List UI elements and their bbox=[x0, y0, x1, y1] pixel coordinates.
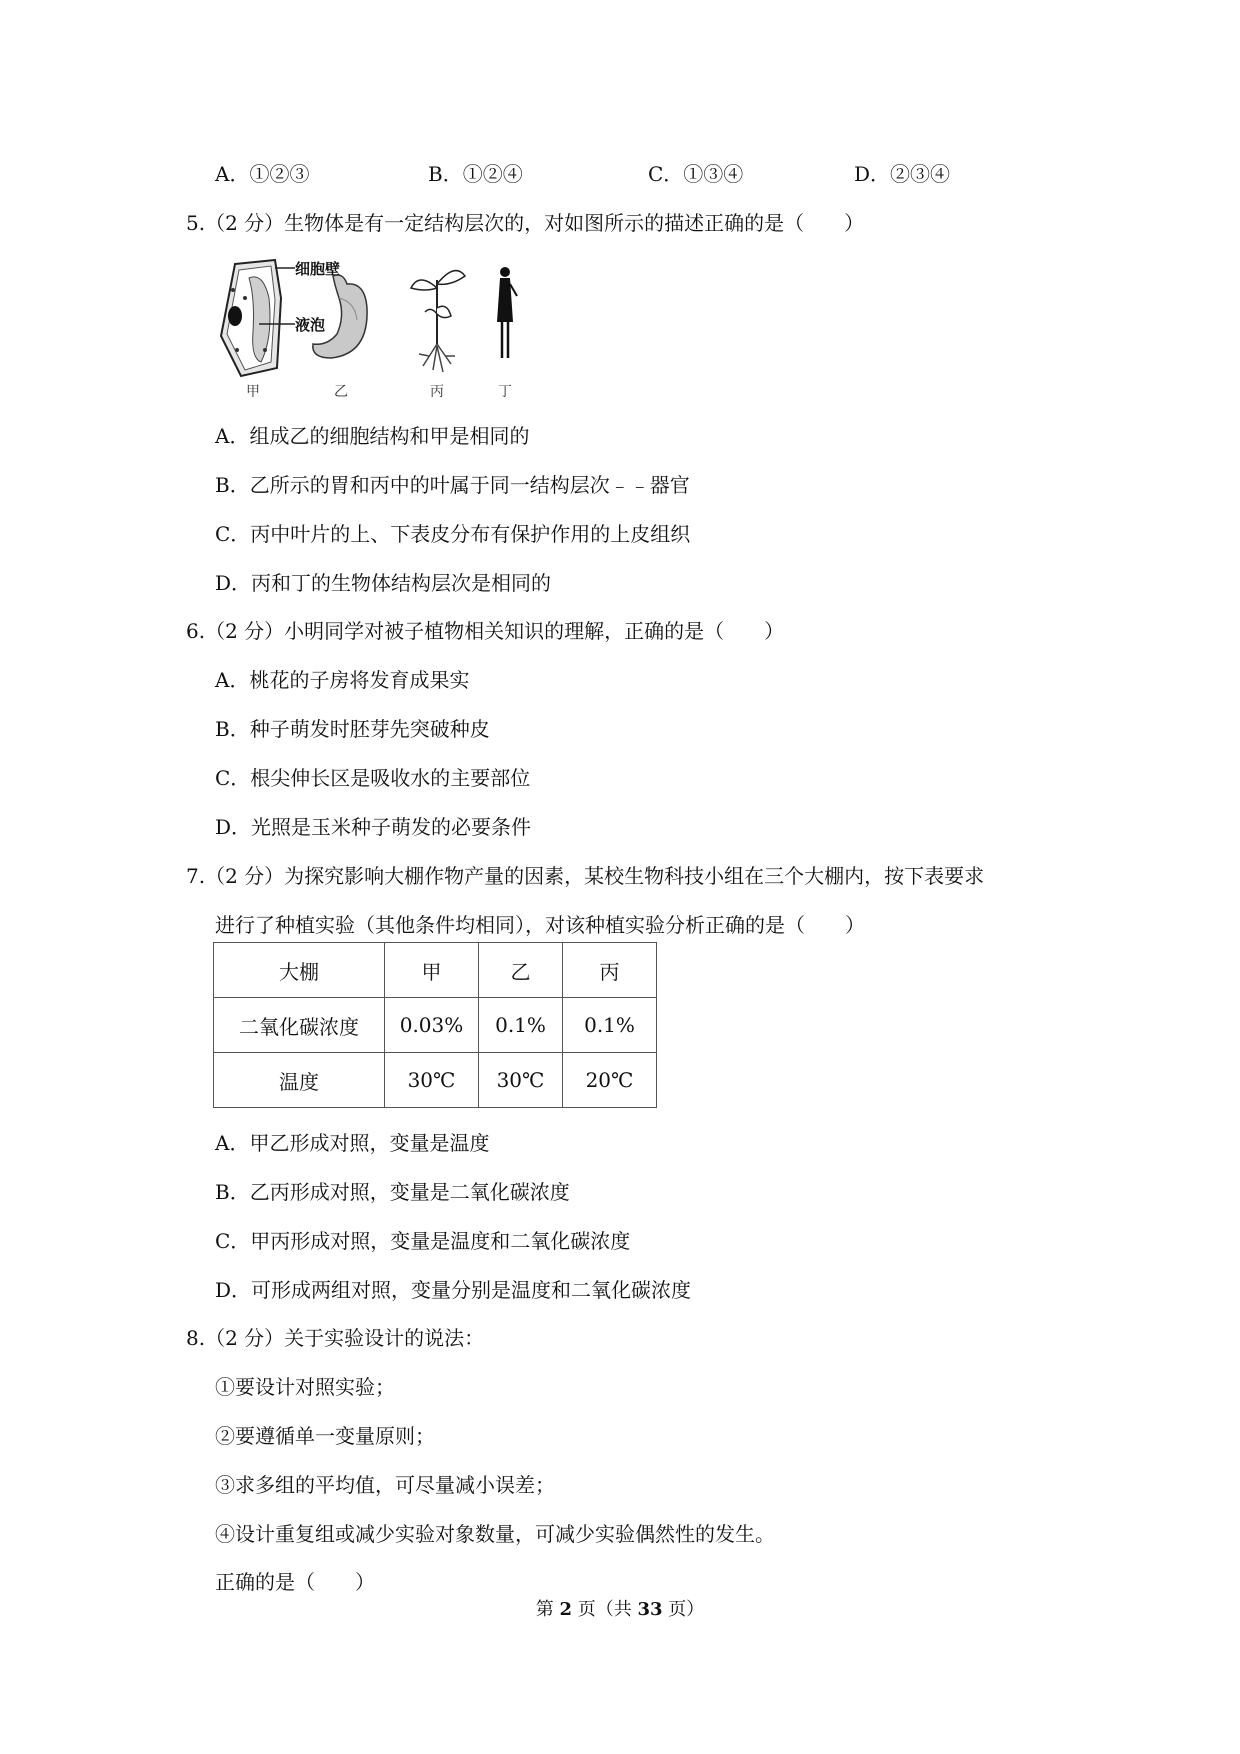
footer-suffix: 页） bbox=[662, 1599, 705, 1620]
person-illustration bbox=[497, 267, 517, 358]
table-header-cell: 乙 bbox=[479, 943, 563, 998]
footer-page-number: 2 bbox=[559, 1599, 572, 1620]
q7-option-b: B．乙丙形成对照，变量是二氧化碳浓度 bbox=[215, 1180, 570, 1204]
q8-item-4: ④设计重复组或减少实验对象数量，可减少实验偶然性的发生。 bbox=[215, 1522, 775, 1546]
label-yi: 乙 bbox=[334, 384, 348, 400]
plant-cell-illustration bbox=[221, 260, 295, 376]
table-cell: 温度 bbox=[214, 1053, 385, 1108]
q7-stem-line1: 7.（2 分）为探究影响大棚作物产量的因素，某校生物科技小组在三个大棚内，按下表要求 bbox=[186, 864, 985, 888]
q6-option-a: A．桃花的子房将发育成果实 bbox=[215, 668, 470, 692]
q7-option-c: C．甲丙形成对照，变量是温度和二氧化碳浓度 bbox=[215, 1229, 631, 1253]
page-footer bbox=[0, 1598, 1240, 1622]
q8-item-2: ②要遵循单一变量原则； bbox=[215, 1424, 435, 1448]
table-cell: 二氧化碳浓度 bbox=[214, 998, 385, 1053]
label-vacuole: 液泡 bbox=[295, 316, 326, 334]
q5-figure bbox=[215, 258, 555, 400]
table-header-row bbox=[214, 943, 657, 998]
q5-option-d: D．丙和丁的生物体结构层次是相同的 bbox=[215, 571, 552, 595]
q7-option-a: A．甲乙形成对照，变量是温度 bbox=[215, 1131, 490, 1155]
label-bing: 丙 bbox=[430, 384, 444, 400]
label-ding: 丁 bbox=[498, 384, 512, 400]
footer-prefix: 第 bbox=[535, 1599, 560, 1620]
table-cell: 30℃ bbox=[385, 1053, 479, 1108]
q6-option-c: C．根尖伸长区是吸收水的主要部位 bbox=[215, 766, 531, 790]
q4-option-b: B．①②④ bbox=[428, 162, 523, 186]
q6-option-d: D．光照是玉米种子萌发的必要条件 bbox=[215, 815, 532, 839]
footer-total-pages: 33 bbox=[637, 1599, 663, 1620]
greenhouse-table bbox=[213, 942, 657, 1108]
q5-option-c: C．丙中叶片的上、下表皮分布有保护作用的上皮组织 bbox=[215, 522, 691, 546]
q4-option-a: A．①②③ bbox=[215, 162, 310, 186]
table-cell: 20℃ bbox=[563, 1053, 657, 1108]
table-cell: 30℃ bbox=[479, 1053, 563, 1108]
footer-middle: 页（共 bbox=[572, 1599, 638, 1620]
q5-option-a: A．组成乙的细胞结构和甲是相同的 bbox=[215, 424, 530, 448]
q8-item-3: ③求多组的平均值，可尽量减小误差； bbox=[215, 1473, 555, 1497]
q5-option-b: B．乙所示的胃和丙中的叶属于同一结构层次﹣﹣器官 bbox=[215, 473, 690, 497]
table-header-cell: 大棚 bbox=[214, 943, 385, 998]
q7-stem-line2: 进行了种植实验（其他条件均相同），对该种植实验分析正确的是（ ） bbox=[215, 913, 865, 937]
q8-item-1: ①要设计对照实验； bbox=[215, 1375, 395, 1399]
q6-option-b: B．种子萌发时胚芽先突破种皮 bbox=[215, 717, 490, 741]
table-header-cell: 丙 bbox=[563, 943, 657, 998]
q7-option-d: D．可形成两组对照，变量分别是温度和二氧化碳浓度 bbox=[215, 1278, 692, 1302]
table-cell: 0.1% bbox=[563, 998, 657, 1053]
q6-stem: 6.（2 分）小明同学对被子植物相关知识的理解，正确的是（ ） bbox=[186, 619, 785, 643]
table-cell: 0.1% bbox=[479, 998, 563, 1053]
table-header-cell: 甲 bbox=[385, 943, 479, 998]
q8-ask: 正确的是（ ） bbox=[215, 1570, 375, 1594]
table-cell: 0.03% bbox=[385, 998, 479, 1053]
label-cell-wall: 细胞壁 bbox=[295, 260, 341, 278]
plant-illustration bbox=[411, 271, 465, 372]
table-row bbox=[214, 998, 657, 1053]
table-row bbox=[214, 1053, 657, 1108]
q4-option-c: C．①③④ bbox=[648, 162, 744, 186]
label-jia: 甲 bbox=[246, 384, 260, 400]
q4-option-d: D．②③④ bbox=[854, 162, 951, 186]
q5-stem: 5.（2 分）生物体是有一定结构层次的，对如图所示的描述正确的是（ ） bbox=[186, 211, 865, 235]
q8-stem: 8.（2 分）关于实验设计的说法： bbox=[186, 1326, 485, 1350]
